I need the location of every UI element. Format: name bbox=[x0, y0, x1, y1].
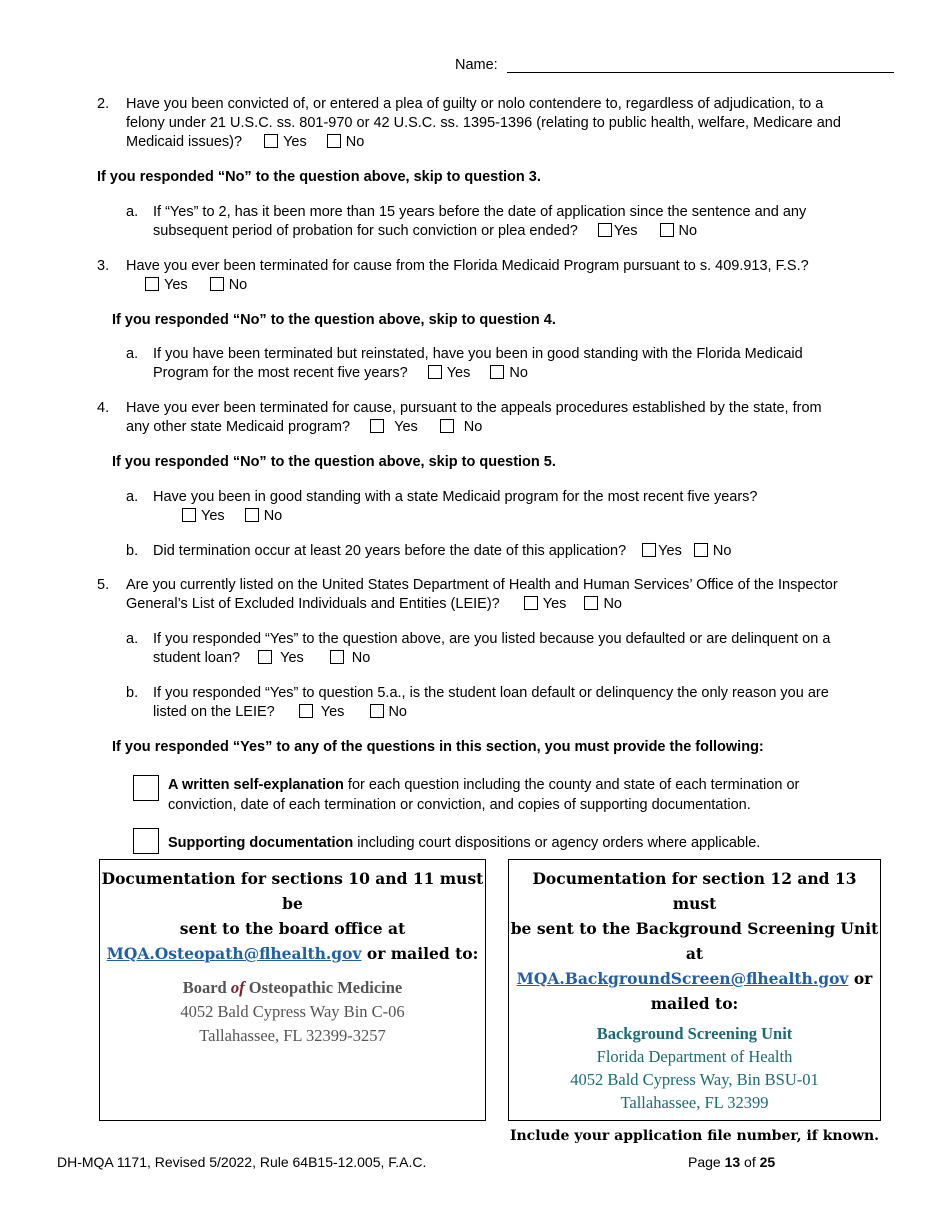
bsu-address-line3: Tallahassee, FL 32399 bbox=[620, 1093, 769, 1112]
q5-number: 5. bbox=[97, 577, 110, 593]
bsu-box-line4: mailed to: bbox=[650, 994, 739, 1013]
q5b-no-checkbox[interactable] bbox=[370, 704, 384, 718]
board-box-line2: sent to the board office at bbox=[179, 919, 406, 938]
name-label: Name: bbox=[455, 57, 498, 73]
q2-no[interactable]: No bbox=[327, 133, 365, 152]
self-explanation-text-line2: conviction, date of each termination or conviction, and copies of supporting documentation. bbox=[168, 797, 751, 813]
q5b-no[interactable]: No bbox=[370, 703, 407, 722]
bsu-note: Include your application file number, if known. bbox=[509, 1128, 880, 1144]
q3a-yes[interactable]: Yes bbox=[428, 364, 471, 383]
board-address-line2: Tallahassee, FL 32399-3257 bbox=[199, 1026, 386, 1045]
q2-yes[interactable]: Yes bbox=[264, 133, 307, 152]
q2a-text-line1: If “Yes” to 2, has it been more than 15 years before the date of application since the sentence and any bbox=[153, 204, 807, 220]
q2-skip-instruction: If you responded “No” to the question above, skip to question 3. bbox=[97, 169, 541, 185]
q2a-yes-checkbox[interactable] bbox=[598, 223, 612, 237]
q3a-no[interactable]: No bbox=[490, 364, 528, 383]
q2a-no-checkbox[interactable] bbox=[660, 223, 674, 237]
q2-text-line1: Have you been convicted of, or entered a plea of guilty or nolo contendere to, regardless of adjudication, to a bbox=[126, 96, 824, 112]
q3a-text-line2: Program for the most recent five years? Yes No bbox=[153, 365, 528, 381]
q3-no[interactable]: No bbox=[210, 276, 248, 295]
q5-no-checkbox[interactable] bbox=[584, 596, 598, 610]
q4-no-checkbox[interactable] bbox=[440, 419, 454, 433]
bsu-email-link[interactable]: MQA.BackgroundScreen@flhealth.gov bbox=[516, 969, 849, 988]
q4-yes-checkbox[interactable] bbox=[370, 419, 384, 433]
q5-yes[interactable]: Yes bbox=[524, 595, 567, 614]
q3-number: 3. bbox=[97, 258, 110, 274]
q4-text-line2: any other state Medicaid program? Yes No bbox=[126, 419, 483, 435]
q5-yes-checkbox[interactable] bbox=[524, 596, 538, 610]
q5a-label: a. bbox=[126, 631, 139, 647]
q2-text-line3: Medicaid issues)? Yes No bbox=[126, 134, 365, 150]
q2a-no[interactable]: No bbox=[660, 222, 698, 241]
q4a-yes-checkbox[interactable] bbox=[182, 508, 196, 522]
q4a-label: a. bbox=[126, 489, 139, 505]
q5-text-line1: Are you currently listed on the United States Department of Health and Human Services’ Office of the Inspector bbox=[126, 577, 838, 593]
bsu-address-line2: 4052 Bald Cypress Way, Bin BSU-01 bbox=[570, 1070, 819, 1089]
supporting-documentation-text: Supporting documentation including court dispositions or agency orders where applicable. bbox=[168, 835, 761, 851]
board-box-line3: MQA.Osteopath@flhealth.gov or mailed to: bbox=[106, 944, 479, 963]
q2a-text-line2: subsequent period of probation for such conviction or plea ended? Yes No bbox=[153, 223, 698, 239]
name-field[interactable] bbox=[507, 71, 894, 73]
board-address-line1: 4052 Bald Cypress Way Bin C-06 bbox=[180, 1002, 405, 1021]
q5b-yes-checkbox[interactable] bbox=[299, 704, 313, 718]
q2-number: 2. bbox=[97, 96, 110, 112]
bsu-box-line1: Documentation for section 12 and 13 must bbox=[532, 869, 857, 913]
q2a-yes[interactable]: Yes bbox=[598, 222, 638, 241]
q5b-yes[interactable]: Yes bbox=[299, 703, 345, 722]
q4b-yes[interactable]: Yes bbox=[642, 542, 682, 561]
q5b-label: b. bbox=[126, 685, 139, 701]
bsu-address-line1: Florida Department of Health bbox=[596, 1047, 793, 1066]
q5b-text-line2: listed on the LEIE? Yes No bbox=[153, 704, 407, 720]
q2-text-line2: felony under 21 U.S.C. ss. 801-970 or 42 U.S.C. ss. 1395-1396 (relating to public health, welfare, Medicare and bbox=[126, 115, 841, 131]
q4b-label: b. bbox=[126, 543, 139, 559]
q2a-label: a. bbox=[126, 204, 139, 220]
q5a-yes-checkbox[interactable] bbox=[258, 650, 272, 664]
q2-yes-checkbox[interactable] bbox=[264, 134, 278, 148]
q3a-text-line1: If you have been terminated but reinstated, have you been in good standing with the Florida Medicaid bbox=[153, 346, 803, 362]
q5a-yes[interactable]: Yes bbox=[258, 649, 304, 668]
q4a-no-checkbox[interactable] bbox=[245, 508, 259, 522]
q4-yes[interactable]: Yes bbox=[370, 418, 418, 437]
q5b-text-line1: If you responded “Yes” to question 5.a., is the student loan default or delinquency the only reason you are bbox=[153, 685, 829, 701]
q3-text-line1: Have you ever been terminated for cause from the Florida Medicaid Program pursuant to s. 409.913, F.S.? bbox=[126, 258, 809, 274]
form-number: DH-MQA 1171, Revised 5/2022, Rule 64B15-12.005, F.A.C. bbox=[57, 1154, 427, 1170]
bsu-box-line2: be sent to the Background Screening Unit at bbox=[510, 919, 879, 963]
q5a-no-checkbox[interactable] bbox=[330, 650, 344, 664]
q4-no[interactable]: No bbox=[440, 418, 483, 437]
q4b-text-line1: Did termination occur at least 20 years before the date of this application? Yes No bbox=[153, 543, 732, 559]
q5-text-line2: General’s List of Excluded Individuals and Entities (LEIE)? Yes No bbox=[126, 596, 622, 612]
provide-heading: If you responded “Yes” to any of the questions in this section, you must provide the following: bbox=[112, 739, 764, 755]
q4b-no-checkbox[interactable] bbox=[694, 543, 708, 557]
q4-text-line1: Have you ever been terminated for cause, pursuant to the appeals procedures established by the state, from bbox=[126, 400, 822, 416]
q4a-yes[interactable]: Yes bbox=[182, 507, 225, 526]
q4-skip-instruction: If you responded “No” to the question above, skip to question 5. bbox=[112, 454, 556, 470]
q5a-no[interactable]: No bbox=[330, 649, 371, 668]
board-email-link[interactable]: MQA.Osteopath@flhealth.gov bbox=[106, 944, 362, 963]
q5a-text-line1: If you responded “Yes” to the question above, are you listed because you defaulted or are delinquent on a bbox=[153, 631, 831, 647]
self-explanation-text-line1: A written self-explanation for each question including the county and state of each termination or bbox=[168, 777, 800, 793]
page-number: Page 13 of 25 bbox=[688, 1154, 776, 1170]
q3a-label: a. bbox=[126, 346, 139, 362]
q4-number: 4. bbox=[97, 400, 110, 416]
q4a-no[interactable]: No bbox=[245, 507, 283, 526]
board-name: Board of Osteopathic Medicine bbox=[182, 978, 403, 997]
q5-no[interactable]: No bbox=[584, 595, 622, 614]
q4b-yes-checkbox[interactable] bbox=[642, 543, 656, 557]
q4b-no[interactable]: No bbox=[694, 542, 732, 561]
q3-no-checkbox[interactable] bbox=[210, 277, 224, 291]
board-office-box bbox=[99, 859, 486, 1121]
board-box-line1: Documentation for sections 10 and 11 must be bbox=[101, 869, 484, 913]
q3-options bbox=[145, 276, 247, 295]
q4a-options bbox=[182, 507, 282, 526]
self-explanation-checkbox[interactable] bbox=[133, 775, 159, 801]
q5a-text-line2: student loan? Yes No bbox=[153, 650, 371, 666]
background-screening-box bbox=[508, 859, 881, 1144]
supporting-documentation-checkbox[interactable] bbox=[133, 828, 159, 854]
bsu-box-line3: MQA.BackgroundScreen@flhealth.gov or bbox=[516, 969, 873, 988]
q3a-no-checkbox[interactable] bbox=[490, 365, 504, 379]
q3a-yes-checkbox[interactable] bbox=[428, 365, 442, 379]
q3-yes[interactable]: Yes bbox=[145, 276, 188, 295]
q3-yes-checkbox[interactable] bbox=[145, 277, 159, 291]
q4a-text-line1: Have you been in good standing with a state Medicaid program for the most recent five years? bbox=[153, 489, 758, 505]
q3-skip-instruction: If you responded “No” to the question above, skip to question 4. bbox=[112, 312, 556, 328]
bsu-name: Background Screening Unit bbox=[596, 1024, 793, 1043]
q2-no-checkbox[interactable] bbox=[327, 134, 341, 148]
